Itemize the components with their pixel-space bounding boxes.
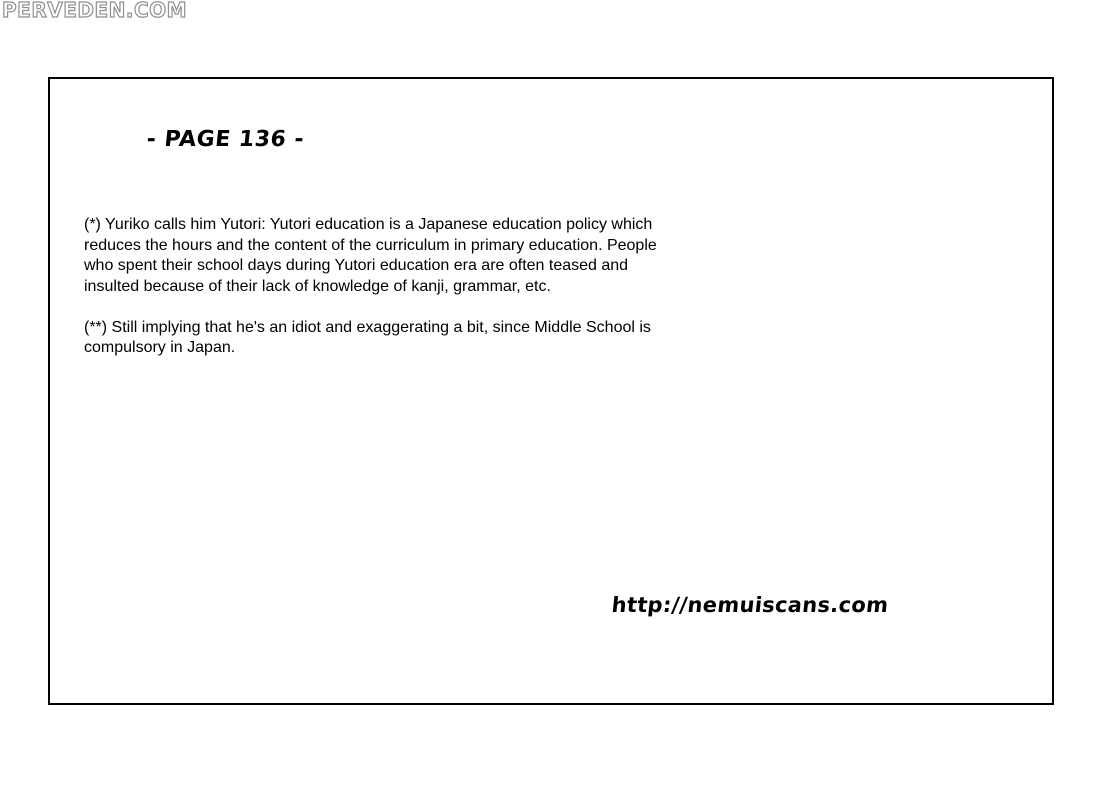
site-url: http://nemuiscans.com <box>610 593 890 617</box>
note-paragraph-2: (**) Still implying that he's an idiot and exaggerating a bit, since Middle School is compulsory in Japan. <box>84 318 651 356</box>
watermark-logo: PERVEDEN.COM <box>2 0 188 22</box>
translation-notes <box>84 215 684 379</box>
note-page-frame <box>48 77 1054 705</box>
note-paragraph-1: (*) Yuriko calls him Yutori: Yutori education is a Japanese education policy which reduces the hours and the content of the curriculum in primary education. People who spent their school days during Yutori education era are often teased and insulted because of their lack of knowledge of kanji, grammar, etc. <box>84 216 657 295</box>
page-title: - PAGE 136 - <box>145 127 306 152</box>
